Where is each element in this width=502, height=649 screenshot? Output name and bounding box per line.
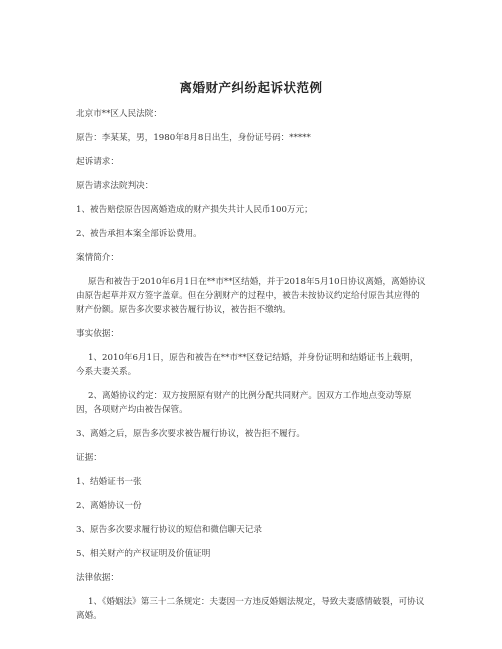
paragraph: 原告和被告于2010年6月1日在**市**区结婚，并于2018年5月10日协议离婚，离婚协议由原告起草并双方签字盖章。但在分割财产的过程中，被告未按协议约定给付原告其应得的财产份额。原告多次要求被告履行协议，被告拒不缴纳。 [76,277,426,315]
paragraph: 原告请求法院判决： [76,181,154,191]
section-heading: 证据： [76,453,102,463]
list-item: 2、离婚协议一份 [76,501,142,511]
list-item: 5、相关财产的产权证明及价值证明 [76,549,211,559]
court-address: 北京市**区人民法院： [76,109,162,119]
list-item: 2、被告承担本案全部诉讼费用。 [76,229,202,239]
section-heading: 案情简介： [76,253,119,263]
document-title: 离婚财产纠纷起诉状范例 [179,80,323,95]
list-item: 2、离婚协议约定：双方按照原有财产的比例分配共同财产。因双方工作地点变动等原因，各项财产均由被告保管。 [76,391,412,415]
list-item: 3、离婚之后，原告多次要求被告履行协议，被告拒不履行。 [76,429,305,439]
document-body [76,107,426,633]
section-heading: 事实依据： [76,329,119,339]
section-heading: 起诉请求： [76,157,119,167]
section-heading: 法律依据： [76,573,119,583]
list-item: 1、2010年6月1日，原告和被告在**市**区登记结婚，并身份证明和结婚证书上载明，今系夫妻关系。 [76,353,419,377]
plaintiff-info: 原告：李某某，男，1980年8月8日出生，身份证号码：***** [76,133,311,143]
list-item: 1、《婚姻法》第三十二条规定：夫妻因一方违反婚姻法规定，导致夫妻感情破裂，可协议离婚。 [76,597,425,621]
list-item: 1、被告赔偿原告因离婚造成的财产损失共计人民币100万元； [76,205,313,215]
list-item: 3、原告多次要求履行协议的短信和微信聊天记录 [76,525,262,535]
list-item: 1、结婚证书一张 [76,477,142,487]
